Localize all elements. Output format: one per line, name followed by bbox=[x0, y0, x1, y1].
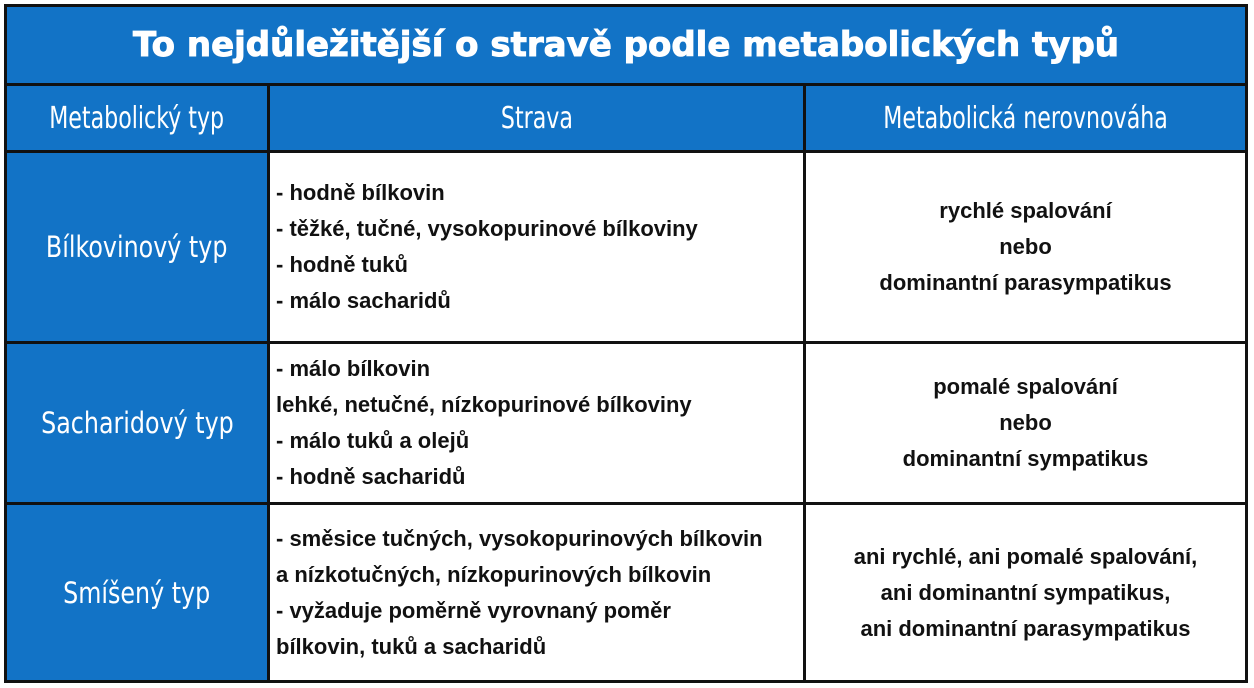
imbalance-line: rychlé spalování bbox=[939, 198, 1112, 223]
row-diet-carb bbox=[270, 344, 803, 502]
diet-line: - směsice tučných, vysokopurinových bílkovin bbox=[276, 525, 763, 551]
diet-line: bílkovin, tuků a sacharidů bbox=[276, 633, 547, 659]
imbalance-line: dominantní parasympatikus bbox=[879, 270, 1172, 295]
imbalance-line: ani dominantní sympatikus, bbox=[880, 579, 1171, 605]
imbalance-line: dominantní sympatikus bbox=[902, 446, 1149, 471]
row-diet-protein bbox=[270, 153, 803, 341]
diet-line: - hodně tuků bbox=[276, 252, 408, 277]
diet-line: - těžké, tučné, vysokopurinové bílkoviny bbox=[276, 216, 698, 241]
row-imbalance-protein bbox=[806, 153, 1245, 341]
diet-line: lehké, netučné, nízkopurinové bílkoviny bbox=[276, 392, 692, 417]
row-type-mixed bbox=[7, 505, 267, 680]
row-imbalance-carb bbox=[806, 344, 1245, 502]
row-diet-mixed bbox=[270, 505, 803, 680]
diet-line: - hodně bílkovin bbox=[276, 180, 445, 205]
imbalance-line: ani dominantní parasympatikus bbox=[860, 615, 1191, 641]
row-type-label: Smíšený typ bbox=[63, 575, 211, 610]
imbalance-line: nebo bbox=[999, 234, 1052, 259]
diet-line: - málo sacharidů bbox=[276, 288, 451, 313]
header-diet bbox=[270, 86, 803, 150]
imbalance-line: pomalé spalování bbox=[933, 374, 1118, 399]
table-title: To nejdůležitější o stravě podle metabolických typů bbox=[7, 7, 1245, 83]
header-metabolic-type-label: Metabolický typ bbox=[49, 100, 225, 136]
diet-line: - málo tuků a olejů bbox=[276, 428, 470, 453]
imbalance-line: nebo bbox=[999, 410, 1052, 435]
diet-line: - vyžaduje poměrně vyrovnaný poměr bbox=[276, 597, 671, 623]
row-imbalance-mixed bbox=[806, 505, 1245, 680]
row-type-label: Sacharidový typ bbox=[40, 406, 234, 440]
diet-line: a nízkotučných, nízkopurinových bílkovin bbox=[276, 561, 712, 587]
imbalance-line: ani rychlé, ani pomalé spalování, bbox=[853, 543, 1198, 569]
header-imbalance-label: Metabolická nerovnováha bbox=[883, 100, 1168, 136]
row-type-label: Bílkovinový typ bbox=[46, 230, 228, 264]
header-imbalance bbox=[806, 86, 1245, 150]
header-diet-label: Strava bbox=[500, 100, 573, 136]
diet-line: - hodně sacharidů bbox=[276, 464, 466, 489]
row-type-protein bbox=[7, 153, 267, 341]
row-type-carb bbox=[7, 344, 267, 502]
diet-line: - málo bílkovin bbox=[276, 356, 431, 381]
metabolic-types-table bbox=[4, 4, 1248, 683]
header-metabolic-type bbox=[7, 86, 267, 150]
